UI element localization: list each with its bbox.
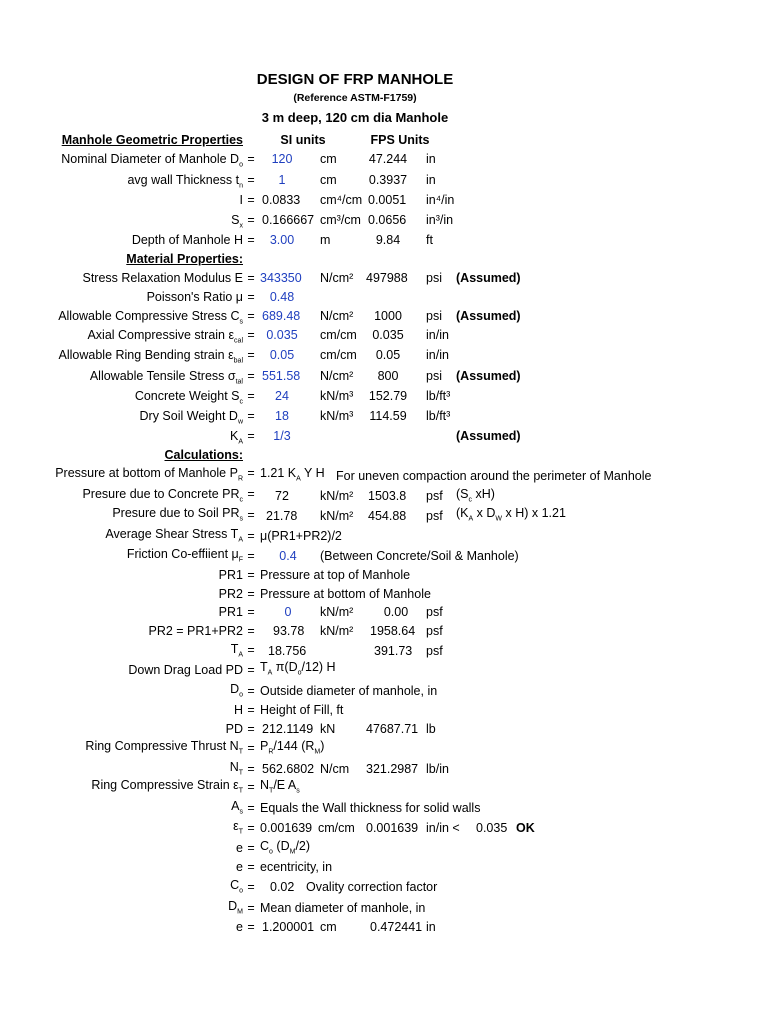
value-tensile-stress-si: 551.58 xyxy=(262,369,301,383)
equals: = xyxy=(247,920,255,934)
value-e-si: 1.200001 xyxy=(262,920,315,934)
label-ring-thrust: Ring Compressive Thrust $N_T$ xyxy=(85,739,243,754)
formula-dm-def: Mean diameter of manhole, in xyxy=(260,901,426,915)
unit-inertia-fps: in⁴/in xyxy=(426,193,455,207)
unit-concrete-weight-fps: lb/ft³ xyxy=(426,389,451,403)
equals: = xyxy=(247,587,255,601)
unit-ta-fps: psf xyxy=(426,644,443,658)
unit-pd-si: kN xyxy=(320,722,336,736)
equals: = xyxy=(247,643,255,657)
unit-ring-bending-fps: in/in xyxy=(426,348,449,362)
section-calculations: Calculations: xyxy=(164,448,243,462)
label-nominal-diameter: Nominal Diameter of Manhole $D_o$ xyxy=(61,152,243,167)
equals: = xyxy=(247,213,255,227)
label-ring-bending: Allowable Ring Bending strain $\varepsilon_{bal}$ xyxy=(58,348,243,363)
unit-depth-fps: ft xyxy=(426,233,433,247)
value-ta-si: 18.756 xyxy=(268,644,307,658)
value-pr2-si: 93.78 xyxy=(273,624,305,638)
label-comp-stress: Allowable Compressive Stress $C_s$ xyxy=(58,309,243,324)
label-e-val: e xyxy=(236,920,243,934)
equals: = xyxy=(247,762,255,776)
note-comp-stress: (Assumed) xyxy=(456,309,521,323)
section-geometric: Manhole Geometric Properties xyxy=(61,133,243,147)
unit-tensile-stress-fps: psi xyxy=(426,369,442,383)
formula-pr2-def: Pressure at bottom of Manhole xyxy=(260,587,431,601)
equals: = xyxy=(247,348,255,362)
unit-nt-fps: lb/in xyxy=(426,762,449,776)
value-inertia-si: 0.0833 xyxy=(262,193,301,207)
label-tensile-stress: Allowable Tensile Stress $\sigma_{tal}$ xyxy=(89,369,243,384)
label-as-def: $A_s$ xyxy=(231,799,243,814)
equals: = xyxy=(247,309,255,323)
formula-h-def: Height of Fill, ft xyxy=(260,703,344,717)
equals: = xyxy=(247,173,255,187)
value-depth-si: 3.00 xyxy=(269,233,295,247)
label-inertia: I xyxy=(239,193,243,207)
value-pr1-si: 0 xyxy=(284,605,292,619)
equals: = xyxy=(247,429,255,443)
unit-section-modulus-fps: in³/in xyxy=(426,213,454,227)
value-et-limit: 0.035 xyxy=(476,821,508,835)
value-soil-weight-si: 18 xyxy=(275,409,289,423)
label-modulus: Stress Relaxation Modulus E xyxy=(82,271,243,285)
note-pressure-bottom: For uneven compaction around the perimeter of Manhole xyxy=(336,469,652,483)
value-pressure-concrete-si: 72 xyxy=(275,489,289,503)
unit-depth-si: m xyxy=(320,233,331,247)
unit-modulus-si: N/cm² xyxy=(320,271,354,285)
equals: = xyxy=(247,409,255,423)
unit-wall-thickness-si: cm xyxy=(320,173,337,187)
unit-section-modulus-si: cm³/cm xyxy=(320,213,361,227)
unit-pr2-fps: psf xyxy=(426,624,443,638)
note-co: Ovality correction factor xyxy=(306,880,438,894)
page-subtitle: 3 m deep, 120 cm dia Manhole xyxy=(261,110,449,125)
note-tensile-stress: (Assumed) xyxy=(456,369,521,383)
equals: = xyxy=(247,152,255,166)
value-wall-thickness-fps: 0.3937 xyxy=(368,173,408,187)
value-wall-thickness-si: 1 xyxy=(278,173,286,187)
equals: = xyxy=(247,529,255,543)
equals: = xyxy=(247,624,255,638)
unit-pressure-concrete-si: kN/m² xyxy=(320,489,354,503)
formula-ring-strain: $N_T/E$ $A_s$ xyxy=(260,778,300,795)
equals: = xyxy=(247,290,255,304)
label-pr2-def: PR2 xyxy=(218,587,243,601)
value-pressure-soil-si: 21.78 xyxy=(266,509,298,523)
unit-e-si: cm xyxy=(320,920,337,934)
unit-nominal-diameter-fps: in xyxy=(426,152,436,166)
value-e-fps: 0.472441 xyxy=(370,920,423,934)
unit-e-fps: in xyxy=(426,920,436,934)
equals: = xyxy=(247,684,255,698)
unit-nominal-diameter-si: cm xyxy=(320,152,337,166)
value-poisson-si: 0.48 xyxy=(269,290,295,304)
value-soil-weight-fps: 114.59 xyxy=(369,409,407,423)
unit-axial-strain-fps: in/in xyxy=(426,328,449,342)
label-ring-strain: Ring Compressive Strain $\varepsilon_T$ xyxy=(91,778,243,793)
value-ring-bending-si: 0.05 xyxy=(269,348,295,362)
label-section-modulus: $S_x$ xyxy=(231,213,243,228)
note-pressure-concrete: ($S_c$ xH) xyxy=(456,487,495,504)
reference-note: (Reference ASTM-F1759) xyxy=(293,92,417,104)
unit-tensile-stress-si: N/cm² xyxy=(320,369,354,383)
formula-as-def: Equals the Wall thickness for solid walls xyxy=(260,801,481,815)
value-et-fps: 0.001639 xyxy=(366,821,419,835)
equals: = xyxy=(247,466,255,480)
equals: = xyxy=(247,821,255,835)
value-modulus-si: 343350 xyxy=(260,271,302,285)
unit-comp-stress-si: N/cm² xyxy=(320,309,354,323)
formula-ring-thrust: $P_R/144$ $(R_M)$ xyxy=(260,739,325,756)
value-pressure-concrete-fps: 1503.8 xyxy=(368,489,407,503)
label-e-def: e xyxy=(236,860,243,874)
equals: = xyxy=(247,508,255,522)
value-comp-stress-si: 689.48 xyxy=(262,309,301,323)
equals: = xyxy=(247,741,255,755)
formula-shear-stress: μ(PR1+PR2)/2 xyxy=(260,529,342,543)
note-modulus: (Assumed) xyxy=(456,271,521,285)
unit-ring-bending-si: cm/cm xyxy=(320,348,357,362)
unit-soil-weight-fps: lb/ft³ xyxy=(426,409,451,423)
label-et-val: $\varepsilon_T$ xyxy=(233,819,243,834)
value-depth-fps: 9.84 xyxy=(375,233,401,247)
value-axial-strain-si: 0.035 xyxy=(266,328,298,342)
equals: = xyxy=(247,549,255,563)
equals: = xyxy=(247,880,255,894)
unit-pr1-si: kN/m² xyxy=(320,605,354,619)
unit-inertia-si: cm⁴/cm xyxy=(320,193,363,207)
value-nt-fps: 321.2987 xyxy=(366,762,419,776)
unit-concrete-weight-si: kN/m³ xyxy=(320,389,354,403)
value-et-si: 0.001639 xyxy=(260,821,313,835)
value-modulus-fps: 497988 xyxy=(366,271,408,285)
label-pr1-def: PR1 xyxy=(218,568,243,582)
equals: = xyxy=(247,233,255,247)
equals: = xyxy=(247,703,255,717)
formula-pressure-bottom: 1.21 $K_A$ Y H xyxy=(260,466,325,483)
equals: = xyxy=(247,605,255,619)
value-tensile-stress-fps: 800 xyxy=(377,369,399,383)
value-co-si: 0.02 xyxy=(270,880,295,894)
value-ring-bending-fps: 0.05 xyxy=(375,348,401,362)
value-friction-si: 0.4 xyxy=(279,549,297,563)
equals: = xyxy=(247,860,255,874)
label-ka: $K_A$ xyxy=(229,429,243,444)
column-fps: FPS Units xyxy=(370,133,430,147)
label-dm-def: $D_M$ xyxy=(228,899,243,914)
label-depth: Depth of Manhole H xyxy=(131,233,243,247)
status-ok: OK xyxy=(516,821,535,835)
value-inertia-fps: 0.0051 xyxy=(368,193,407,207)
equals: = xyxy=(247,841,255,855)
section-material: Material Properties: xyxy=(126,252,243,266)
value-section-modulus-si: 0.166667 xyxy=(262,213,315,227)
value-pr2-fps: 1958.64 xyxy=(370,624,416,638)
unit-pressure-soil-si: kN/m² xyxy=(320,509,354,523)
unit-pd-fps: lb xyxy=(426,722,436,736)
unit-axial-strain-si: cm/cm xyxy=(320,328,357,342)
value-concrete-weight-fps: 152.79 xyxy=(368,389,408,403)
formula-pr1-def: Pressure at top of Manhole xyxy=(260,568,411,582)
label-e-formula: e xyxy=(236,841,243,855)
equals: = xyxy=(247,487,255,501)
value-pd-si: 212.1149 xyxy=(262,722,314,736)
note-friction: (Between Concrete/Soil & Manhole) xyxy=(320,549,519,563)
label-pressure-soil: Presure due to Soil $PR_s$ xyxy=(112,506,243,521)
label-nt-val: $N_T$ xyxy=(229,760,243,775)
formula-e: $C_o$ $(D_M/2)$ xyxy=(260,839,311,856)
value-nominal-diameter-si: 120 xyxy=(271,152,293,166)
label-ta-val: $T_A$ xyxy=(230,642,243,657)
unit-comp-stress-fps: psi xyxy=(426,309,442,323)
equals: = xyxy=(247,193,255,207)
unit-wall-thickness-fps: in xyxy=(426,173,436,187)
label-wall-thickness: avg wall Thickness $t_n$ xyxy=(127,173,243,188)
formula-do-def: Outside diameter of manhole, in xyxy=(260,684,438,698)
equals: = xyxy=(247,369,255,383)
value-pd-fps: 47687.71 xyxy=(366,722,419,736)
label-pressure-bottom: Pressure at bottom of Manhole $P_R$ xyxy=(55,466,243,481)
unit-pr1-fps: psf xyxy=(426,605,443,619)
unit-pressure-concrete-fps: psf xyxy=(426,489,443,503)
equals: = xyxy=(247,568,255,582)
label-concrete-weight: Concrete Weight $S_c$ xyxy=(134,389,243,404)
value-nt-si: 562.6802 xyxy=(262,762,315,776)
value-nominal-diameter-fps: 47.244 xyxy=(368,152,408,166)
equals: = xyxy=(247,801,255,815)
equals: = xyxy=(247,901,255,915)
formula-drag-load: $T_A$ $\pi(D_o/12)$ H xyxy=(260,660,336,677)
label-pr1-val: PR1 xyxy=(218,605,243,619)
label-friction: Friction Co-effiient $\mu_F$ xyxy=(126,547,243,562)
label-poisson: Poisson's Ratio μ xyxy=(146,290,243,304)
label-soil-weight: Dry Soil Weight $D_w$ xyxy=(139,409,243,424)
value-pressure-soil-fps: 454.88 xyxy=(368,509,407,523)
value-section-modulus-fps: 0.0656 xyxy=(368,213,407,227)
label-do-def: $D_o$ xyxy=(230,682,243,697)
label-h-def: H xyxy=(233,703,243,717)
label-pressure-concrete: Presure due to Concrete $PR_c$ xyxy=(82,487,243,502)
label-pd-val: PD xyxy=(225,722,243,736)
column-si: SI units xyxy=(280,133,326,147)
note-pressure-soil: ($K_A$ x $D_W$ x H) x 1.21 xyxy=(456,506,566,523)
unit-modulus-fps: psi xyxy=(426,271,442,285)
formula-e-def: ecentricity, in xyxy=(260,860,333,874)
unit-nt-si: N/cm xyxy=(320,762,350,776)
value-ta-fps: 391.73 xyxy=(374,644,413,658)
label-drag-load: Down Drag Load PD xyxy=(128,663,243,677)
unit-et-si: cm/cm xyxy=(318,821,355,835)
unit-soil-weight-si: kN/m³ xyxy=(320,409,354,423)
label-shear-stress: Average Shear Stress $T_A$ xyxy=(105,527,243,542)
value-comp-stress-fps: 1000 xyxy=(374,309,402,323)
page-title: DESIGN OF FRP MANHOLE xyxy=(256,71,454,88)
unit-pressure-soil-fps: psf xyxy=(426,509,443,523)
label-axial-strain: Axial Compressive strain $\varepsilon_{cal}$ xyxy=(87,328,243,343)
label-co-val: $C_o$ xyxy=(230,878,243,893)
value-ka-si: 1/3 xyxy=(273,429,291,443)
equals: = xyxy=(247,271,255,285)
equals: = xyxy=(247,722,255,736)
equals: = xyxy=(247,663,255,677)
equals: = xyxy=(247,389,255,403)
note-ka: (Assumed) xyxy=(456,429,521,443)
unit-pr2-si: kN/m² xyxy=(320,624,354,638)
value-axial-strain-fps: 0.035 xyxy=(372,328,404,342)
value-pr1-fps: 0.00 xyxy=(383,605,409,619)
value-concrete-weight-si: 24 xyxy=(275,389,289,403)
label-pr2-val: PR2 = PR1+PR2 xyxy=(148,624,243,638)
unit-et-fps: in/in < xyxy=(426,821,460,835)
equals: = xyxy=(247,780,255,794)
equals: = xyxy=(247,328,255,342)
